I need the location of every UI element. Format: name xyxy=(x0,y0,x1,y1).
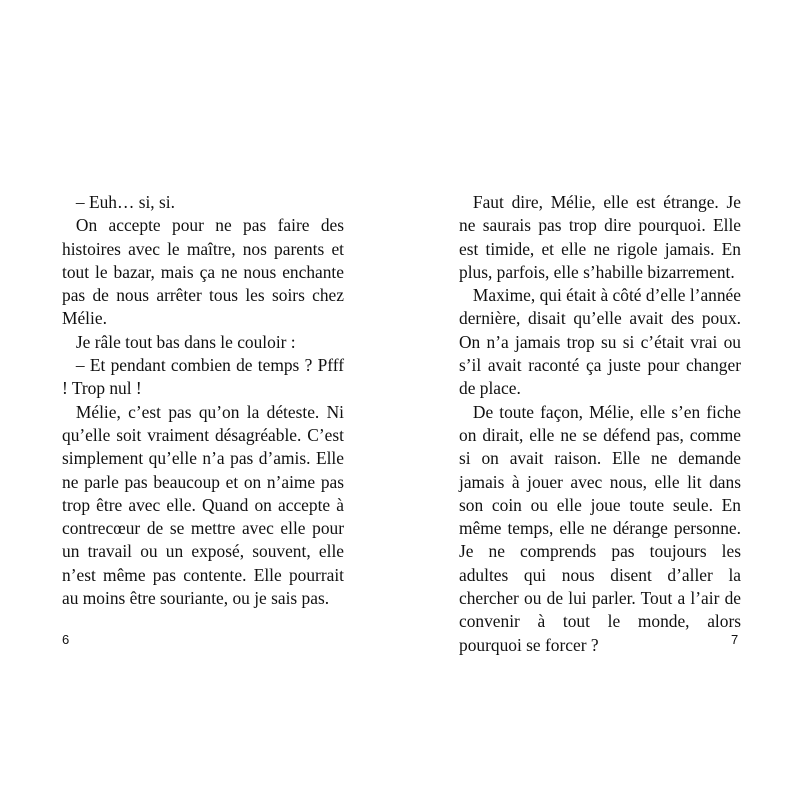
right-paragraph-1: Faut dire, Mélie, elle est étrange. Je ne saurais pas trop dire pourquoi. Elle est timide, et elle ne rigole jamais. En plus, parfois, elle s’habille bizarrement. xyxy=(459,192,741,282)
left-page xyxy=(62,191,344,610)
left-page-number: 6 xyxy=(62,632,70,647)
left-paragraph-2: On accepte pour ne pas faire des histoires avec le maître, nos parents et tout le bazar, mais ça ne nous enchante pas de nous arrêter tous les soirs chez Mélie. xyxy=(62,215,344,329)
left-paragraph-3: Je râle tout bas dans le couloir : xyxy=(75,331,296,352)
right-page-number: 7 xyxy=(731,632,739,647)
left-paragraph-4: – Et pendant combien de temps ? Pfff ! Trop nul ! xyxy=(62,355,344,399)
right-paragraph-3: De toute façon, Mélie, elle s’en fiche on dirait, elle ne se défend pas, comme si on avait raison. Elle ne demande jamais à jouer avec nous, elle lit dans son coin ou elle joue toute seule. En même temps, elle ne dérange personne. Je ne comprends pas toujours les adultes qui nous disent d’aller la chercher ou de lui parler. Tout a l’air de convenir à tout le monde, alors pourquoi se forcer ? xyxy=(459,401,741,655)
right-paragraph-2: Maxime, qui était à côté d’elle l’année dernière, disait qu’elle avait des poux. On n’a jamais trop su si c’était vrai ou s’il avait raconté ça juste pour changer de place. xyxy=(459,285,741,399)
right-page xyxy=(459,191,741,657)
left-paragraph-5: Mélie, c’est pas qu’on la déteste. Ni qu’elle soit vraiment désagréable. C’est simplement qu’elle n’a pas d’amis. Elle ne parle pas beaucoup et on n’aime pas trop être avec elle. Quand on accepte à contrecœur de se mettre avec elle pour un travail ou un exposé, souvent, elle n’est même pas contente. Elle pourrait au moins être souriante, ou je sais pas. xyxy=(62,401,344,609)
left-paragraph-1: – Euh… si, si. xyxy=(75,192,175,212)
